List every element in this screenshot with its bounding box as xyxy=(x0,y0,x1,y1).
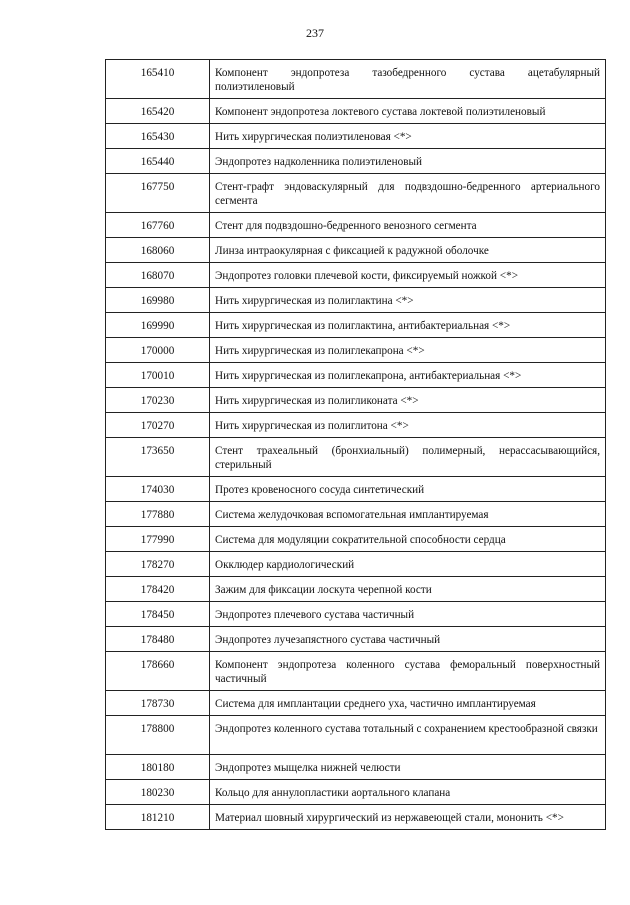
product-name: Нить хирургическая из полиглактина <*> xyxy=(210,288,606,313)
table-row xyxy=(106,477,606,502)
product-code: 178730 xyxy=(106,691,210,716)
table-row xyxy=(106,124,606,149)
table-row xyxy=(106,691,606,716)
product-name: Эндопротез лучезапястного сустава частичный xyxy=(210,627,606,652)
table-row xyxy=(106,780,606,805)
product-name: Нить хирургическая из полиглактина, антибактериальная <*> xyxy=(210,313,606,338)
product-code: 178450 xyxy=(106,602,210,627)
product-code: 170230 xyxy=(106,388,210,413)
table-row xyxy=(106,652,606,691)
product-name: Система для модуляции сократительной способности сердца xyxy=(210,527,606,552)
product-name: Эндопротез надколенника полиэтиленовый xyxy=(210,149,606,174)
product-code: 170010 xyxy=(106,363,210,388)
table-row xyxy=(106,755,606,780)
table-row xyxy=(106,577,606,602)
product-name: Стент для подвздошно-бедренного венозного сегмента xyxy=(210,213,606,238)
table-row xyxy=(106,627,606,652)
product-name: Система желудочковая вспомогательная имплантируемая xyxy=(210,502,606,527)
product-name: Нить хирургическая из полиглитона <*> xyxy=(210,413,606,438)
product-code: 165420 xyxy=(106,99,210,124)
product-code: 178270 xyxy=(106,552,210,577)
product-code: 170000 xyxy=(106,338,210,363)
product-name: Эндопротез мыщелка нижней челюсти xyxy=(210,755,606,780)
product-name: Окклюдер кардиологический xyxy=(210,552,606,577)
product-name: Эндопротез коленного сустава тотальный с сохранением крестообразной связки xyxy=(210,716,606,755)
table-row xyxy=(106,338,606,363)
product-code: 178660 xyxy=(106,652,210,691)
product-name: Компонент эндопротеза коленного сустава феморальный поверхностный частичный xyxy=(210,652,606,691)
product-name: Материал шовный хирургический из нержавеющей стали, мононить <*> xyxy=(210,805,606,830)
product-code: 173650 xyxy=(106,438,210,477)
table-row xyxy=(106,174,606,213)
table-row xyxy=(106,213,606,238)
product-code: 168060 xyxy=(106,238,210,263)
table-row xyxy=(106,438,606,477)
table-row xyxy=(106,288,606,313)
table-row xyxy=(106,60,606,99)
table-row xyxy=(106,263,606,288)
table-row xyxy=(106,527,606,552)
product-code: 178480 xyxy=(106,627,210,652)
table-row xyxy=(106,552,606,577)
table-row xyxy=(106,149,606,174)
product-code: 167760 xyxy=(106,213,210,238)
registry-table-body xyxy=(106,60,606,830)
product-name: Стент трахеальный (бронхиальный) полимерный, нерассасывающийся, стерильный xyxy=(210,438,606,477)
product-code: 165430 xyxy=(106,124,210,149)
table-row xyxy=(106,388,606,413)
product-code: 169980 xyxy=(106,288,210,313)
page-number: 237 xyxy=(306,26,324,40)
product-name: Протез кровеносного сосуда синтетический xyxy=(210,477,606,502)
product-name: Компонент эндопротеза тазобедренного сустава ацетабулярный полиэтиленовый xyxy=(210,60,606,99)
table-row xyxy=(106,363,606,388)
product-code: 180230 xyxy=(106,780,210,805)
product-code: 170270 xyxy=(106,413,210,438)
product-name: Компонент эндопротеза локтевого сустава локтевой полиэтиленовый xyxy=(210,99,606,124)
product-code: 180180 xyxy=(106,755,210,780)
product-name: Стент-графт эндоваскулярный для подвздошно-бедренного артериального сегмента xyxy=(210,174,606,213)
table-row xyxy=(106,413,606,438)
product-name: Нить хирургическая из полигликоната <*> xyxy=(210,388,606,413)
table-row xyxy=(106,602,606,627)
table-row xyxy=(106,502,606,527)
product-code: 165440 xyxy=(106,149,210,174)
product-code: 165410 xyxy=(106,60,210,99)
product-code: 177990 xyxy=(106,527,210,552)
product-name: Нить хирургическая из полиглекапрона <*> xyxy=(210,338,606,363)
product-code: 178420 xyxy=(106,577,210,602)
product-name: Нить хирургическая из полиглекапрона, антибактериальная <*> xyxy=(210,363,606,388)
product-name: Нить хирургическая полиэтиленовая <*> xyxy=(210,124,606,149)
product-code: 169990 xyxy=(106,313,210,338)
product-code: 174030 xyxy=(106,477,210,502)
product-name: Эндопротез плечевого сустава частичный xyxy=(210,602,606,627)
product-name: Система для имплантации среднего уха, частично имплантируемая xyxy=(210,691,606,716)
product-code: 167750 xyxy=(106,174,210,213)
table-row xyxy=(106,238,606,263)
product-code: 168070 xyxy=(106,263,210,288)
product-name: Зажим для фиксации лоскута черепной кости xyxy=(210,577,606,602)
table-row xyxy=(106,716,606,755)
product-name: Кольцо для аннулопластики аортального клапана xyxy=(210,780,606,805)
table-row xyxy=(106,99,606,124)
table-row xyxy=(106,805,606,830)
product-name: Эндопротез головки плечевой кости, фиксируемый ножкой <*> xyxy=(210,263,606,288)
registry-table xyxy=(105,59,606,830)
table-row xyxy=(106,313,606,338)
product-code: 178800 xyxy=(106,716,210,755)
product-name: Линза интраокулярная с фиксацией к радужной оболочке xyxy=(210,238,606,263)
product-code: 177880 xyxy=(106,502,210,527)
product-code: 181210 xyxy=(106,805,210,830)
